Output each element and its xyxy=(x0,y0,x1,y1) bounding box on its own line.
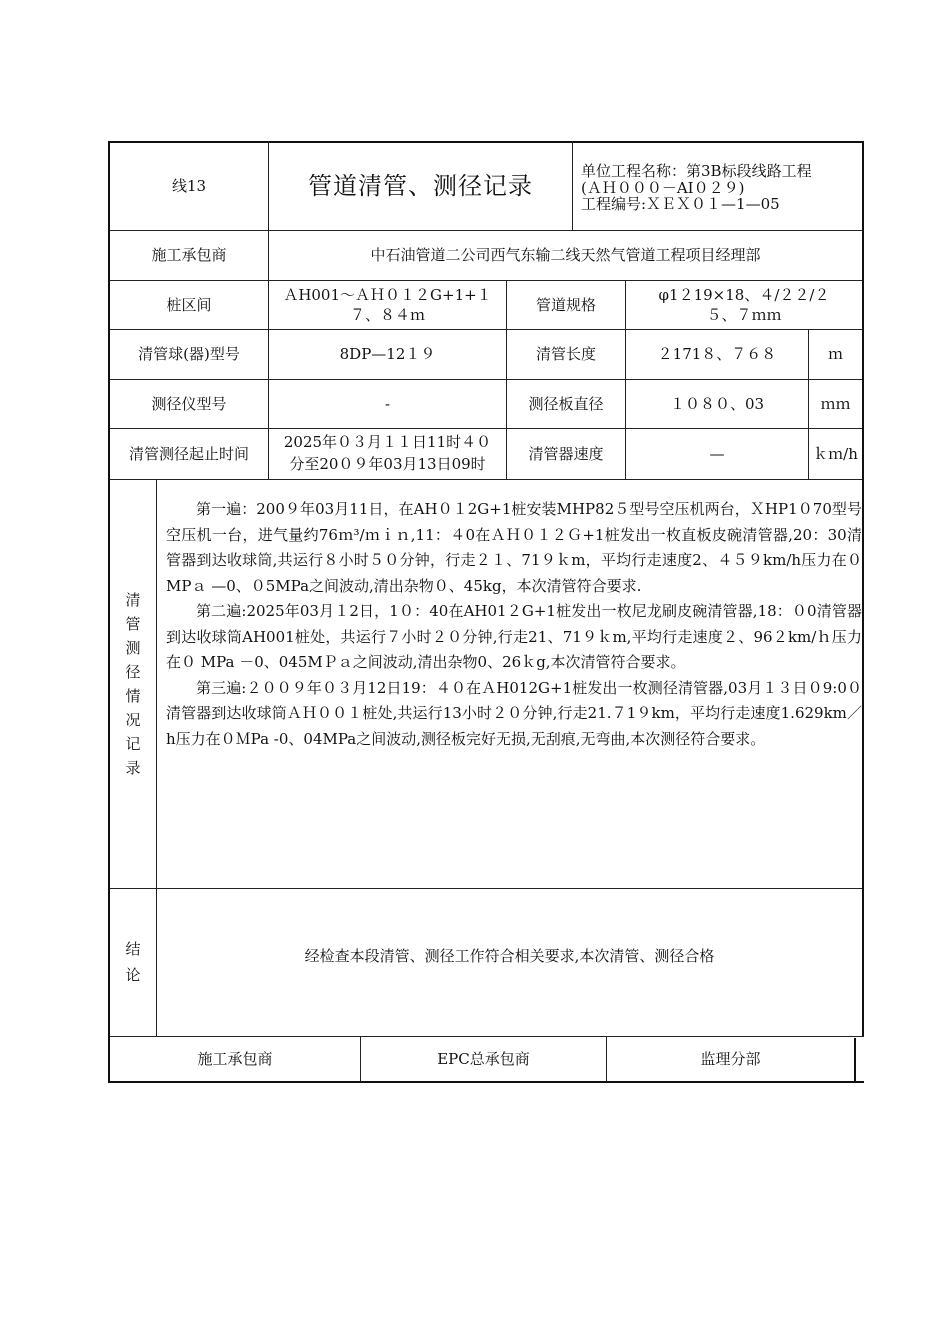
pipe-spec-line1: φ1２19×18、４/２２/２ xyxy=(658,285,830,304)
speed-label: 清管器速度 xyxy=(528,444,604,463)
record-paragraph-1: 第一遍：200９年03月11日，在AH０１2G+1桩安装MHP82５型号空压机两台，ＸHP1０70型号空压机一台，进气量约76ｍ³/ｍｉｎ,11：４0在ＡＨ０１２Ｇ+1桩发出一枚直板皮碗清管器,20：30清管器到达收球筒,共运行８小时５０分钟，行走２１、71９ｋm，平均行走速度2、４５９km/h压力在０ MPａ —0、０5MPa之间波动,清出杂物０、45kg，本次清管符合要求. xyxy=(166,500,862,595)
plate-diameter-value: １０８０、03 xyxy=(669,394,765,413)
conclusion-label xyxy=(110,889,156,1036)
section-value-line2: ７、８４ｍ xyxy=(349,306,425,324)
section-value xyxy=(269,281,506,329)
sign-contractor: 施工承包商 xyxy=(197,1049,273,1068)
sign-epc: EPC总承包商 xyxy=(437,1049,530,1068)
record-label-char: 清 xyxy=(125,591,141,609)
contractor-label: 施工承包商 xyxy=(151,246,227,265)
pig-length-label: 清管长度 xyxy=(535,345,596,364)
project-number: 工程编号:ＸＥＸ０１—1—05 xyxy=(581,195,780,213)
plate-diameter-label: 测径板直径 xyxy=(528,394,604,413)
page-title: 管道清管、测径记录 xyxy=(308,172,533,201)
pig-length-unit: ｍ xyxy=(827,345,843,364)
rule-time xyxy=(108,479,864,480)
record-label xyxy=(110,480,156,888)
record-label-char: 录 xyxy=(125,759,141,777)
border-bottom xyxy=(108,1081,864,1083)
record-paragraph-3: 第三遍:２００９年０３月12日19：４０在ＡH012G+1桩发出一枚测径清管器,03月１３日０9:0０清管器到达收球筒ＡＨ００１桩处,共运行13小时２０分钟,行走21.７1９km，平均行走速度1.629km／h压力在０ＭPa -0、04MPa之间波动,测径板完好无损,无刮痕,无弯曲,本次测径符合要求。 xyxy=(166,678,862,748)
time-line2: 分至20０９年03月13日09时 xyxy=(289,455,486,473)
record-label-char: 记 xyxy=(125,735,141,753)
form-code: 线13 xyxy=(171,177,207,196)
record-label-char: 径 xyxy=(125,663,141,681)
speed-value: — xyxy=(709,444,725,463)
record-label-char: 管 xyxy=(125,615,141,633)
pig-length-value: ２171８、７６８ xyxy=(657,345,777,364)
pig-model-value: 8DP—12１９ xyxy=(339,345,436,364)
pipe-spec-line2: ５、７ｍｍ xyxy=(706,306,782,324)
section-value-line1: ＡH001～ＡＨ０１２G+1+１ xyxy=(283,285,492,304)
speed-unit: ｋｍ/h xyxy=(813,444,858,463)
conclusion-label-char: 论 xyxy=(125,965,141,984)
border-right-sign xyxy=(854,1038,856,1083)
plate-diameter-unit: ｍｍ xyxy=(820,394,851,413)
pipe-spec-value xyxy=(626,281,862,329)
pig-model-label: 清管球(器)型号 xyxy=(138,345,240,364)
pigging-record-form xyxy=(108,141,864,1083)
record-label-char: 况 xyxy=(125,711,141,729)
unit-project-range: (ＡＨ０００－AI０２９) xyxy=(581,178,745,197)
unit-project-info xyxy=(573,143,862,230)
gauge-model-label: 测径仪型号 xyxy=(151,394,227,413)
time-line1: 2025年０３月１１日11时４０ xyxy=(283,433,492,452)
record-label-char: 测 xyxy=(125,639,141,657)
sign-supervisor: 监理分部 xyxy=(700,1049,761,1068)
rule-col-unit2 xyxy=(808,479,809,480)
time-value xyxy=(269,429,506,479)
conclusion-label-char: 结 xyxy=(125,940,141,958)
gauge-model-value: - xyxy=(384,394,391,413)
pipe-spec-label: 管道规格 xyxy=(535,295,596,314)
section-label: 桩区间 xyxy=(166,295,212,314)
record-body xyxy=(166,497,862,752)
border-right xyxy=(862,141,864,1036)
record-paragraph-2: 第二遍:2025年03月１2日，1０：40在AH01２G+1桩发出一枚尼龙刷皮碗清管器,18：０0清管器到达收球筒AH001桩处，共运行７小时２０分钟,行走21、71９ｋm,平均行走速度２、96２km/ｈ压力在０ MPa －0、045MＰａ之间波动,清出杂物0、26ｋg,本次清管符合要求。 xyxy=(166,602,862,671)
contractor-value: 中石油管道二公司西气东输二线天然气管道工程项目经理部 xyxy=(370,246,761,265)
unit-project-name: 单位工程名称：第3B标段线路工程 xyxy=(581,162,812,180)
record-label-char: 情 xyxy=(125,687,141,705)
time-label: 清管测径起止时间 xyxy=(128,444,249,463)
conclusion-value: 经检查本段清管、测径工作符合相关要求,本次清管、测径合格 xyxy=(304,946,715,965)
